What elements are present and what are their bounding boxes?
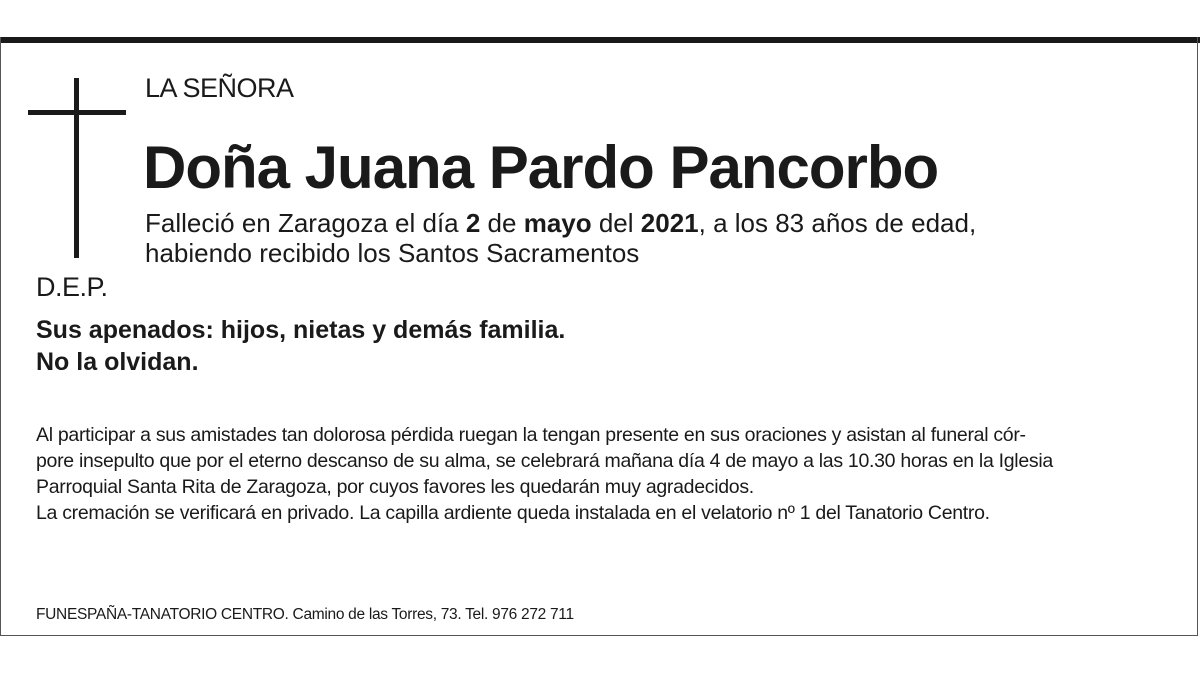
mourners-line-1: Sus apenados: hijos, nietas y demás familia.	[36, 316, 566, 344]
death-month: mayo	[523, 208, 592, 238]
rip-text: D.E.P.	[36, 272, 108, 302]
death-text-1: Falleció en Zaragoza el día	[145, 208, 466, 238]
funeral-line: pore insepulto que por el eterno descanso de su alma, se celebrará mañana día 4 de mayo a las 10.30 horas en la Iglesia	[36, 450, 1053, 472]
mourners-block	[36, 314, 565, 378]
funeral-paragraph	[36, 422, 1176, 526]
funeral-line: Al participar a sus amistades tan dolorosa pérdida ruegan la tengan presente en sus oraciones y asistan al funeral cór-	[36, 424, 1026, 446]
death-info-line-2: habiendo recibido los Santos Sacramentos	[145, 238, 640, 268]
death-info-line-1	[145, 208, 976, 238]
funeral-line: La cremación se verificará en privado. La capilla ardiente queda instalada en el velatorio nº 1 del Tanatorio Centro.	[36, 502, 990, 524]
mourners-line-2: No la olvidan.	[36, 348, 199, 376]
death-year: 2021	[640, 208, 699, 238]
death-text-4: , a los 83 años de edad,	[698, 208, 977, 238]
cross-horizontal-bar	[28, 110, 126, 115]
title-prefix: LA SEÑORA	[145, 73, 294, 103]
death-day: 2	[465, 208, 481, 238]
funeral-home-footer: FUNESPAÑA-TANATORIO CENTRO. Camino de las Torres, 73. Tel. 976 272 711	[36, 606, 574, 623]
death-text-2: de	[480, 208, 524, 238]
cross-vertical-bar	[74, 78, 79, 258]
funeral-line: Parroquial Santa Rita de Zaragoza, por cuyos favores les quedarán muy agradecidos.	[36, 476, 754, 498]
death-text-3: del	[591, 208, 641, 238]
deceased-name: Doña Juana Pardo Pancorbo	[143, 134, 939, 201]
death-info	[145, 208, 976, 268]
